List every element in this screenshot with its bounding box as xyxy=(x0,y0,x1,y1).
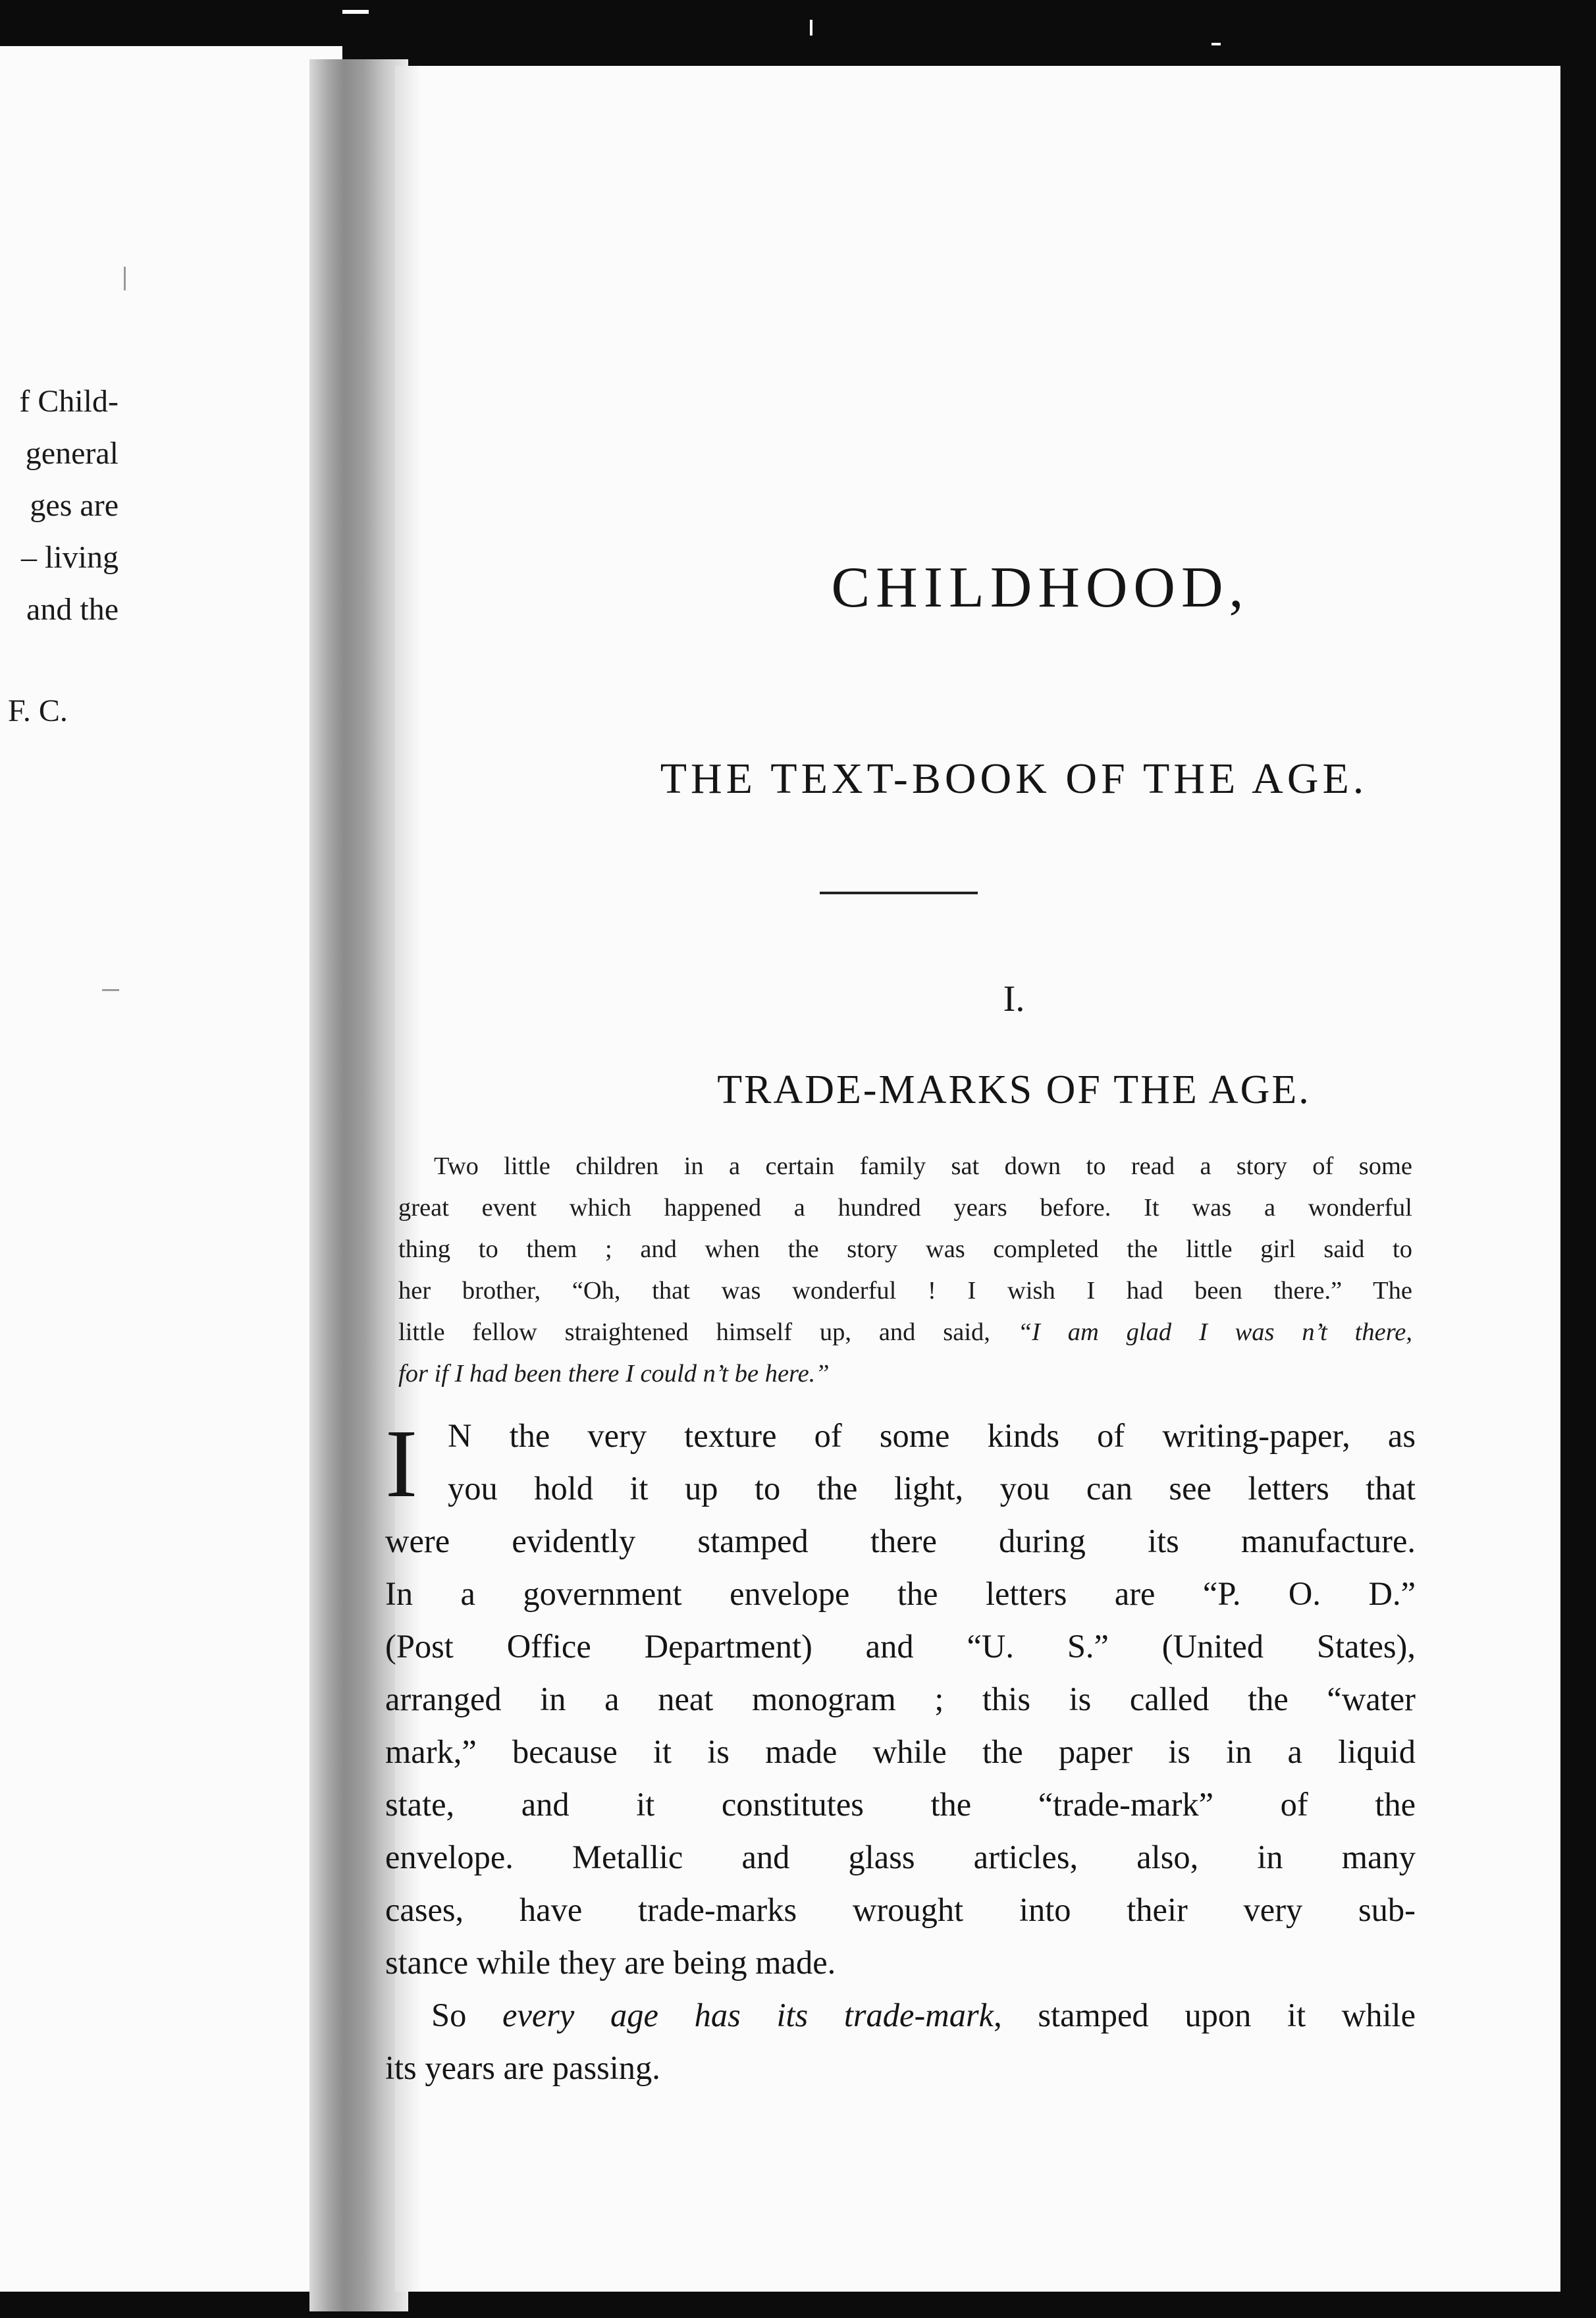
body-line: (Post Office Department) and “U. S.” (United States), xyxy=(385,1628,1416,1665)
body-line: N the very texture of some kinds of writing-paper, as xyxy=(448,1417,1416,1454)
page-mark xyxy=(124,267,126,290)
page-mark xyxy=(102,989,119,991)
scan-speck xyxy=(810,20,812,36)
epigraph-quote: for if I had been there I could n’t be here.” xyxy=(398,1360,830,1388)
divider-rule xyxy=(820,892,978,894)
body-line: envelope. Metallic and glass articles, also, in many xyxy=(385,1839,1416,1875)
page-subtitle: THE TEXT-BOOK OF THE AGE. xyxy=(660,755,1368,803)
body-line: cases, have trade-marks wrought into their very sub- xyxy=(385,1891,1416,1928)
epigraph-quote: “I am glad I was n’t there, xyxy=(1017,1318,1412,1346)
body-line: you hold it up to the light, you can see letters that xyxy=(448,1470,1416,1507)
body-line: In a government envelope the letters are “P. O. D.” xyxy=(385,1575,1416,1612)
body-line: were evidently stamped there during its manufacture. xyxy=(385,1523,1416,1559)
body-line: stance while they are being made. xyxy=(385,1944,836,1981)
body-line: its years are passing. xyxy=(385,2049,660,2086)
body-text-span: , stamped upon it while xyxy=(994,1997,1416,2034)
epigraph-line: great event which happened a hundred years before. It was a wonderful xyxy=(398,1194,1412,1222)
left-page-text xyxy=(19,375,119,635)
epigraph-line xyxy=(398,1312,1412,1353)
emphasis-text: every age has its trade-mark xyxy=(502,1997,994,2034)
left-line: ges are xyxy=(30,488,119,523)
left-line: general xyxy=(25,436,119,471)
scan-speck xyxy=(342,10,369,14)
right-page xyxy=(385,66,1560,2292)
left-page-initials: F. C. xyxy=(8,693,68,728)
body-line: arranged in a neat monogram ; this is called the “water xyxy=(385,1681,1416,1717)
scan-speck xyxy=(1211,43,1221,45)
epigraph-text: little fellow straightened himself up, and said, xyxy=(398,1318,1018,1346)
epigraph-line: thing to them ; and when the story was completed the little girl said to xyxy=(398,1235,1412,1263)
epigraph-line xyxy=(398,1353,1412,1395)
left-page xyxy=(0,46,342,2292)
paragraph xyxy=(385,1989,1416,2094)
body-line xyxy=(385,1989,1416,2041)
section-heading: TRADE-MARKS OF THE AGE. xyxy=(717,1067,1311,1112)
left-line: – living xyxy=(20,540,119,575)
drop-cap: I xyxy=(385,1410,418,1518)
body-line: state, and it constitutes the “trade-mark” of the xyxy=(385,1786,1416,1823)
body-line: mark,” because it is made while the paper is in a liquid xyxy=(385,1733,1416,1770)
body-text-span: So xyxy=(431,1997,503,2034)
left-line: f Child- xyxy=(19,384,119,419)
epigraph-line: Two little children in a certain family sat down to read a story of some xyxy=(434,1152,1412,1180)
epigraph xyxy=(398,1146,1412,1395)
left-line: and the xyxy=(26,592,119,627)
epigraph-line: her brother, “Oh, that was wonderful ! I wish I had been there.” The xyxy=(398,1277,1412,1305)
page-title: CHILDHOOD, xyxy=(831,556,1250,620)
body-text xyxy=(385,1409,1416,2094)
chapter-numeral: I. xyxy=(1003,979,1025,1019)
